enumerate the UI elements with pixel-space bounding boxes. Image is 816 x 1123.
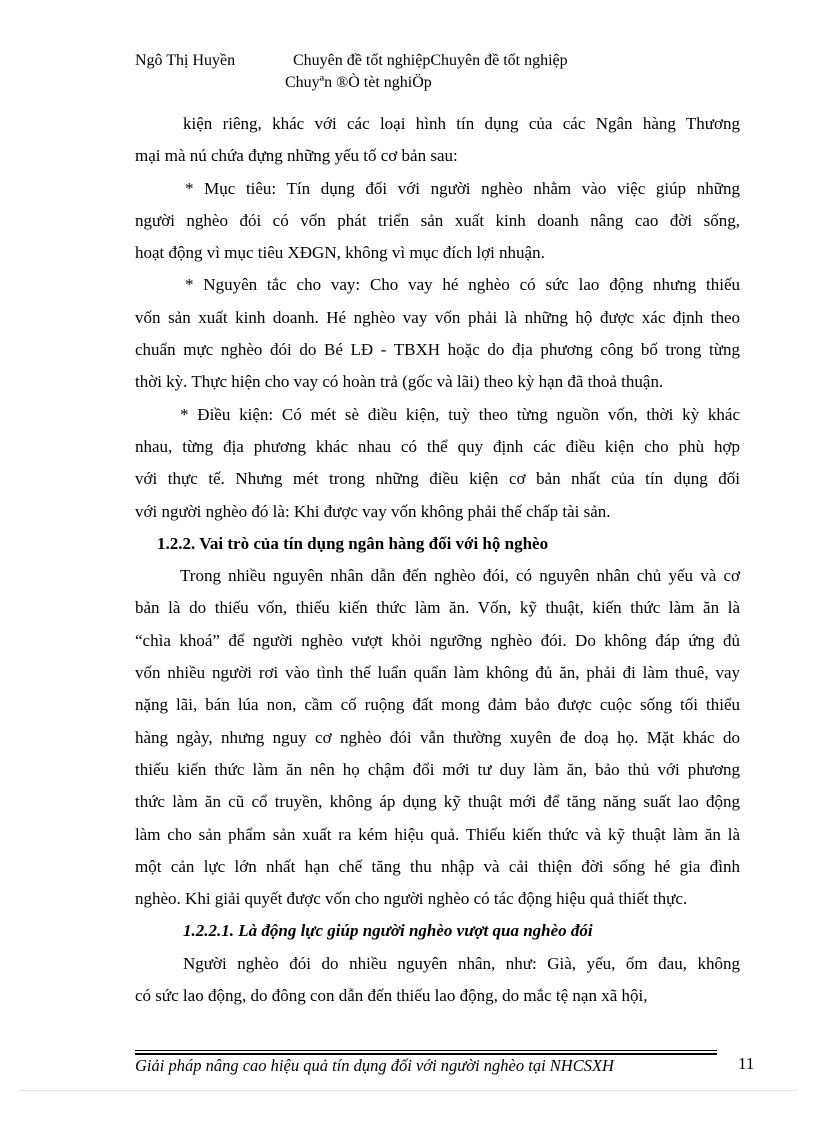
header-author: Ngô Thị Huyền — [135, 52, 236, 69]
paragraph-2-line-2: người nghèo đói có vốn phát triển sản xuất kinh doanh nâng cao đời sống, — [135, 210, 740, 230]
paragraph-4-line-1: * Điều kiện: Có mét sè điều kiện, tuỳ theo từng nguồn vốn, thời kỳ khác — [180, 404, 740, 424]
paragraph-5-line-2: bản là do thiếu vốn, thiếu kiến thức làm ăn. Vốn, kỹ thuật, kiến thức làm ăn là — [135, 598, 740, 618]
paragraph-5-line-1: Trong nhiều nguyên nhân dẫn đến nghèo đói, có nguyên nhân chủ yếu và cơ — [180, 566, 740, 586]
paragraph-6-line-1: Người nghèo đói do nhiều nguyên nhân, như: Già, yếu, ốm đau, không — [183, 953, 740, 973]
paragraph-5-line-7: thiếu kiến thức làm ăn nên họ chậm đổi mới tư duy làm ăn, bảo thủ với phương — [135, 759, 740, 779]
paragraph-5-line-4: vốn nhiều người rơi vào tình thế luẩn quẩn làm không đủ ăn, phải đi làm thuê, vay — [135, 663, 740, 683]
paragraph-5-line-11: nghèo. Khi giải quyết được vốn cho người nghèo có tác động hiệu quả thiết thực. — [135, 889, 688, 909]
section-heading-1-2-2: 1.2.2. Vai trò của tín dụng ngân hàng đối với hộ nghèo — [157, 533, 549, 553]
paragraph-4-line-2: nhau, từng địa phương khác nhau có thể quy định các điều kiện cho phù hợp — [135, 436, 740, 456]
paragraph-3-line-4: thời kỳ. Thực hiện cho vay có hoàn trả (gốc và lãi) theo kỳ hạn đã thoả thuận. — [135, 372, 664, 392]
paragraph-2-line-3: hoạt động vì mục tiêu XĐGN, không vì mục đích lợi nhuận. — [135, 243, 545, 263]
page-number: 11 — [738, 1054, 755, 1073]
paragraph-5-line-10: một cản lực lớn nhất hạn chế tăng thu nhập và cải thiện đời sống hé gia đình — [135, 856, 740, 876]
paragraph-4-line-4: với người nghèo đó là: Khi được vay vốn không phải thế chấp tài sản. — [135, 501, 611, 521]
section-heading-1-2-2-1: 1.2.2.1. Là động lực giúp người nghèo vượt qua nghèo đói — [183, 921, 593, 941]
footer-rule-thick — [135, 1053, 717, 1055]
paragraph-1-line-2: mại mà nú chứa đựng những yếu tố cơ bản sau: — [135, 146, 458, 166]
paragraph-5-line-6: hàng ngày, nhưng nguy cơ nghèo đói vẫn thường xuyên đe doạ họ. Mặt khác do — [135, 727, 740, 747]
paragraph-3-line-1: * Nguyên tắc cho vay: Cho vay hé nghèo có sức lao động nhưng thiếu — [185, 275, 740, 295]
header-title: Chuyên đề tốt nghiệpChuyên đề tốt nghiệp — [293, 52, 568, 69]
body-text — [135, 108, 740, 1012]
paragraph-1-line-1: kiện riêng, khác với các loại hình tín dụng của các Ngân hàng Thương — [183, 114, 740, 133]
paragraph-5-line-5: nặng lãi, bán lúa non, cầm cố ruộng đất mong đảm bảo được cuộc sống tối thiểu — [135, 695, 740, 715]
page-bottom-divider — [20, 1090, 796, 1091]
paragraph-4-line-3: với thực tế. Nhưng mét trong những điều kiện cơ bản nhất của tín dụng đối — [135, 469, 740, 489]
paragraph-5-line-3: “chìa khoá” để người nghèo vượt khỏi ngưỡng nghèo đói. Do không đáp ứng đủ — [135, 630, 740, 650]
footer-title: Giải pháp nâng cao hiệu quả tín dụng đối với người nghèo tại NHCSXH — [135, 1056, 614, 1075]
paragraph-3-line-3: chuẩn mực nghèo đói do Bé LĐ - TBXH hoặc do địa phương công bố trong từng — [135, 340, 740, 360]
header-title-garbled: Chuyªn ®Ò tèt nghiÖp — [285, 74, 432, 91]
paragraph-2-line-1: * Mục tiêu: Tín dụng đối với người nghèo nhằm vào việc giúp những — [185, 178, 740, 198]
paragraph-5-line-9: làm cho sản phẩm sản xuất ra kém hiệu quả. Thiếu kiến thức và kỹ thuật làm ăn là — [135, 824, 740, 844]
footer-rule-thin — [135, 1050, 717, 1051]
paragraph-3-line-2: vốn sản xuất kinh doanh. Hé nghèo vay vốn phải là những hộ được xác định theo — [135, 307, 740, 327]
paragraph-5-line-8: thức làm ăn cũ cổ truyền, không áp dụng kỹ thuật mới để tăng năng suất lao động — [135, 792, 740, 812]
paragraph-6-line-2: có sức lao động, do đông con dẫn đến thiếu lao động, do mắc tệ nạn xã hội, — [135, 986, 648, 1006]
